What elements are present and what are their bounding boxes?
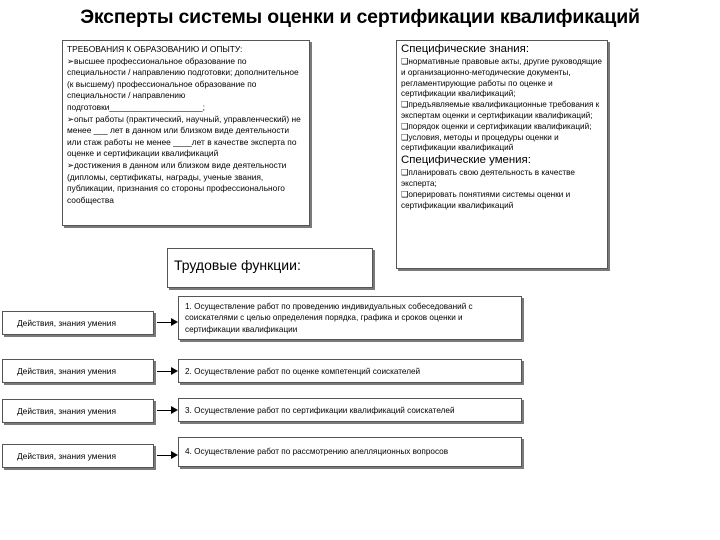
action-label: Действия, знания умения	[17, 318, 116, 328]
function-box-2	[178, 359, 522, 383]
connector-arrow-3	[157, 410, 172, 411]
arrow-head-2	[171, 367, 178, 375]
action-label: Действия, знания умения	[17, 406, 116, 416]
requirements-item: ➢достижения в данном или близком виде деятельности (дипломы, сертификаты, награды, ученые звания, публикации, признания со стороны профессионального сообщества	[67, 159, 287, 205]
requirements-heading: ТРЕБОВАНИЯ К ОБРАЗОВАНИЮ И ОПЫТУ:	[67, 44, 243, 54]
connector-arrow-1	[157, 322, 172, 323]
labor-functions-box	[167, 248, 373, 288]
action-label: Действия, знания умения	[17, 451, 116, 461]
arrow-head-4	[171, 451, 178, 459]
specific-knowledge-box	[396, 40, 608, 269]
knowledge-item: ❑порядок оценки и сертификации квалификаций;	[401, 121, 592, 131]
requirements-box	[62, 40, 310, 226]
action-box-3	[2, 399, 154, 423]
function-label: 1. Осуществление работ по проведению индивидуальных собеседований с соискателями с целью определения порядка, графика и сроков оценки и сертификации квалификации	[185, 302, 473, 334]
function-label: 4. Осуществление работ по рассмотрению апелляционных вопросов	[185, 447, 449, 456]
knowledge-item: ❑условия, методы и процедуры оценки и сертификации квалификаций	[401, 132, 559, 153]
connector-arrow-4	[157, 455, 172, 456]
knowledge-item: ❑нормативные правовые акты, другие руководящие и организационно-методические документы, регламентирующие работы по оценке и сертификации квалификаций;	[401, 57, 602, 99]
specific-knowledge-heading: Специфические знания:	[401, 43, 529, 55]
arrow-head-1	[171, 318, 178, 326]
function-box-1	[178, 296, 522, 340]
knowledge-item: ❑предъявляемые квалификационные требования к экспертам оценки и сертификации квалификаций;	[401, 100, 600, 120]
function-label: 3. Осуществление работ по сертификации квалификаций соискателей	[185, 406, 455, 415]
skills-item: ❑оперировать понятиями системы оценки и сертификации квалификаций	[401, 189, 571, 210]
requirements-item: ➢опыт работы (практический, научный, управленческий) не менее ___ лет в данном или близком виде деятельности или стаж работы не менее ____лет в качестве эксперта по оценке и сертификации квалификаций	[67, 113, 301, 159]
page-title: Эксперты системы оценки и сертификации квалификаций	[80, 6, 640, 28]
action-box-1	[2, 311, 154, 335]
specific-skills-heading: Специфические умения:	[401, 154, 531, 167]
function-box-4	[178, 437, 522, 467]
requirements-item: ➢высшее профессиональное образование по специальности / направлению подготовки; дополнительное (к высшему) профессиональное образование по специальности / направлению подготовки____________________;	[67, 55, 299, 112]
labor-functions-label: Трудовые функции:	[174, 257, 301, 273]
arrow-head-3	[171, 406, 178, 414]
action-label: Действия, знания умения	[17, 366, 116, 376]
connector-arrow-2	[157, 371, 172, 372]
skills-item: ❑планировать свою деятельность в качестве эксперта;	[401, 168, 575, 188]
function-box-3	[178, 398, 522, 422]
action-box-4	[2, 444, 154, 468]
action-box-2	[2, 359, 154, 383]
function-label: 2. Осуществление работ по оценке компетенций соискателей	[185, 367, 421, 376]
